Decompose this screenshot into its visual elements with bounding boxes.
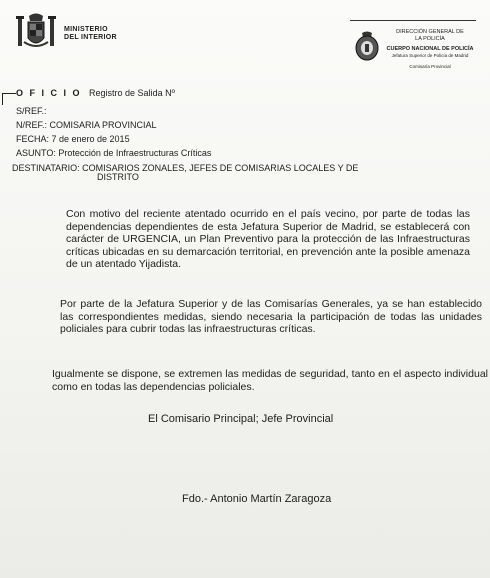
oficio-label: O F I C I O (16, 88, 82, 98)
police-line-4: Jefatura Superior de Policía de Madrid (391, 52, 469, 58)
ministry-line-2: DEL INTERIOR (64, 34, 117, 41)
nref: N/REF.: COMISARIA PROVINCIAL (16, 120, 157, 130)
oficio-heading (16, 88, 175, 98)
paragraph-2: Por parte de la Jefatura Superior y de las Comisarías Generales, ya se han establecido las correspondientes medidas, siendo necesaria la participación de todas las unidades policiales para cubrir todas las infraestructuras críticas. (60, 298, 482, 335)
police-text (384, 29, 476, 71)
signature-title: El Comisario Principal; Jefe Provincial (148, 413, 334, 425)
police-line-1: DIRECCIÓN GENERAL DE (396, 29, 464, 35)
destinatario-line-1: DESTINATARIO: COMISARIOS ZONALES, JEFES DE COMISARIAS LOCALES Y DE (12, 163, 359, 173)
paragraph-1: Con motivo del reciente atentado ocurrido en el país vecino, por parte de todas las dependencias dependientes de esta Jefatura Superior de Madrid, se establecerá con carácter de URGENCIA, un Plan Preventivo para la protección de las Infraestructuras críticas ubicadas en su demarcación territorial, en prevención ante la posible amenaza de un atentado Yijadista. (66, 208, 470, 270)
ministry-line-1: MINISTERIO (64, 26, 108, 33)
destinatario-line-2: DISTRITO (97, 172, 139, 182)
police-line-2: LA POLICÍA (415, 35, 445, 42)
police-line-3: CUERPO NACIONAL DE POLICÍA (386, 46, 474, 52)
asunto: ASUNTO: Protección de Infraestructuras Críticas (16, 148, 212, 158)
registro-salida: Registro de Salida Nº (89, 88, 175, 98)
destinatario (12, 164, 452, 182)
spain-coat-of-arms-icon (14, 12, 58, 52)
oficio-bracket-horizontal (2, 93, 16, 94)
oficio-bracket-vertical (2, 93, 3, 105)
police-line-5: Comisaría Provincial (409, 64, 451, 69)
sref: S/REF.: (16, 106, 47, 116)
signature-name: Fdo.- Antonio Martín Zaragoza (182, 493, 332, 505)
police-badge-icon (354, 31, 380, 61)
ministry-name (64, 26, 117, 42)
paragraph-3: Igualmente se dispone, se extremen las medidas de seguridad, tanto en el aspecto individual como en todas las dependencias policiales. (52, 368, 488, 393)
ministry-header (14, 12, 117, 52)
police-header (350, 20, 476, 79)
fecha: FECHA: 7 de enero de 2015 (16, 134, 130, 144)
